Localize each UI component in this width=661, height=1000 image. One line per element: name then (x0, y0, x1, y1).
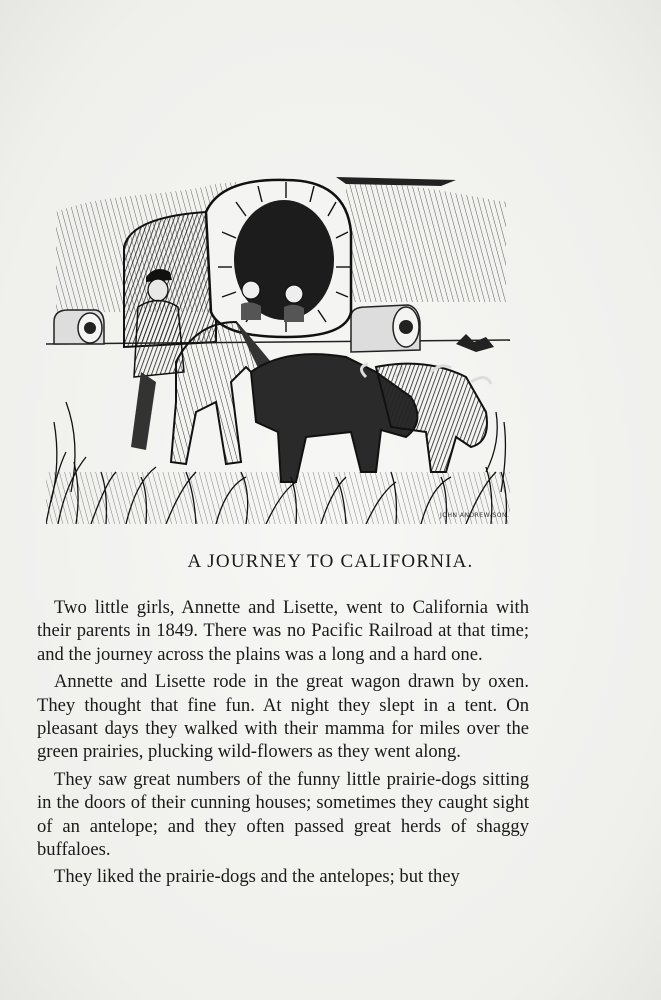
chapter-title: A JOURNEY TO CALIFORNIA. (187, 551, 474, 572)
engraver-credit: JOHN ANDREW-SON. (440, 512, 510, 519)
covered-wagon-engraving (46, 172, 510, 524)
paragraph: Two little girls, Annette and Lisette, went to California with their parents in 1849. There was no Pacific Railroad at that time; and the journey across the plains was a long and a hard one. (37, 597, 529, 665)
paragraph: They saw great numbers of the funny little prairie-dogs sitting in the doors of their cunning houses; sometimes they caught sight of an antelope; and they often passed great herds of shaggy buffaloes. (37, 768, 529, 861)
paragraph: Annette and Lisette rode in the great wagon drawn by oxen. They thought that fine fun. At night they slept in a tent. On pleasant days they walked with their mamma for miles over the green prairies, plucking wild-flowers as they went along. (37, 671, 529, 763)
paragraph: They liked the prairie-dogs and the antelopes; but they (54, 866, 460, 888)
body-text (37, 596, 529, 889)
